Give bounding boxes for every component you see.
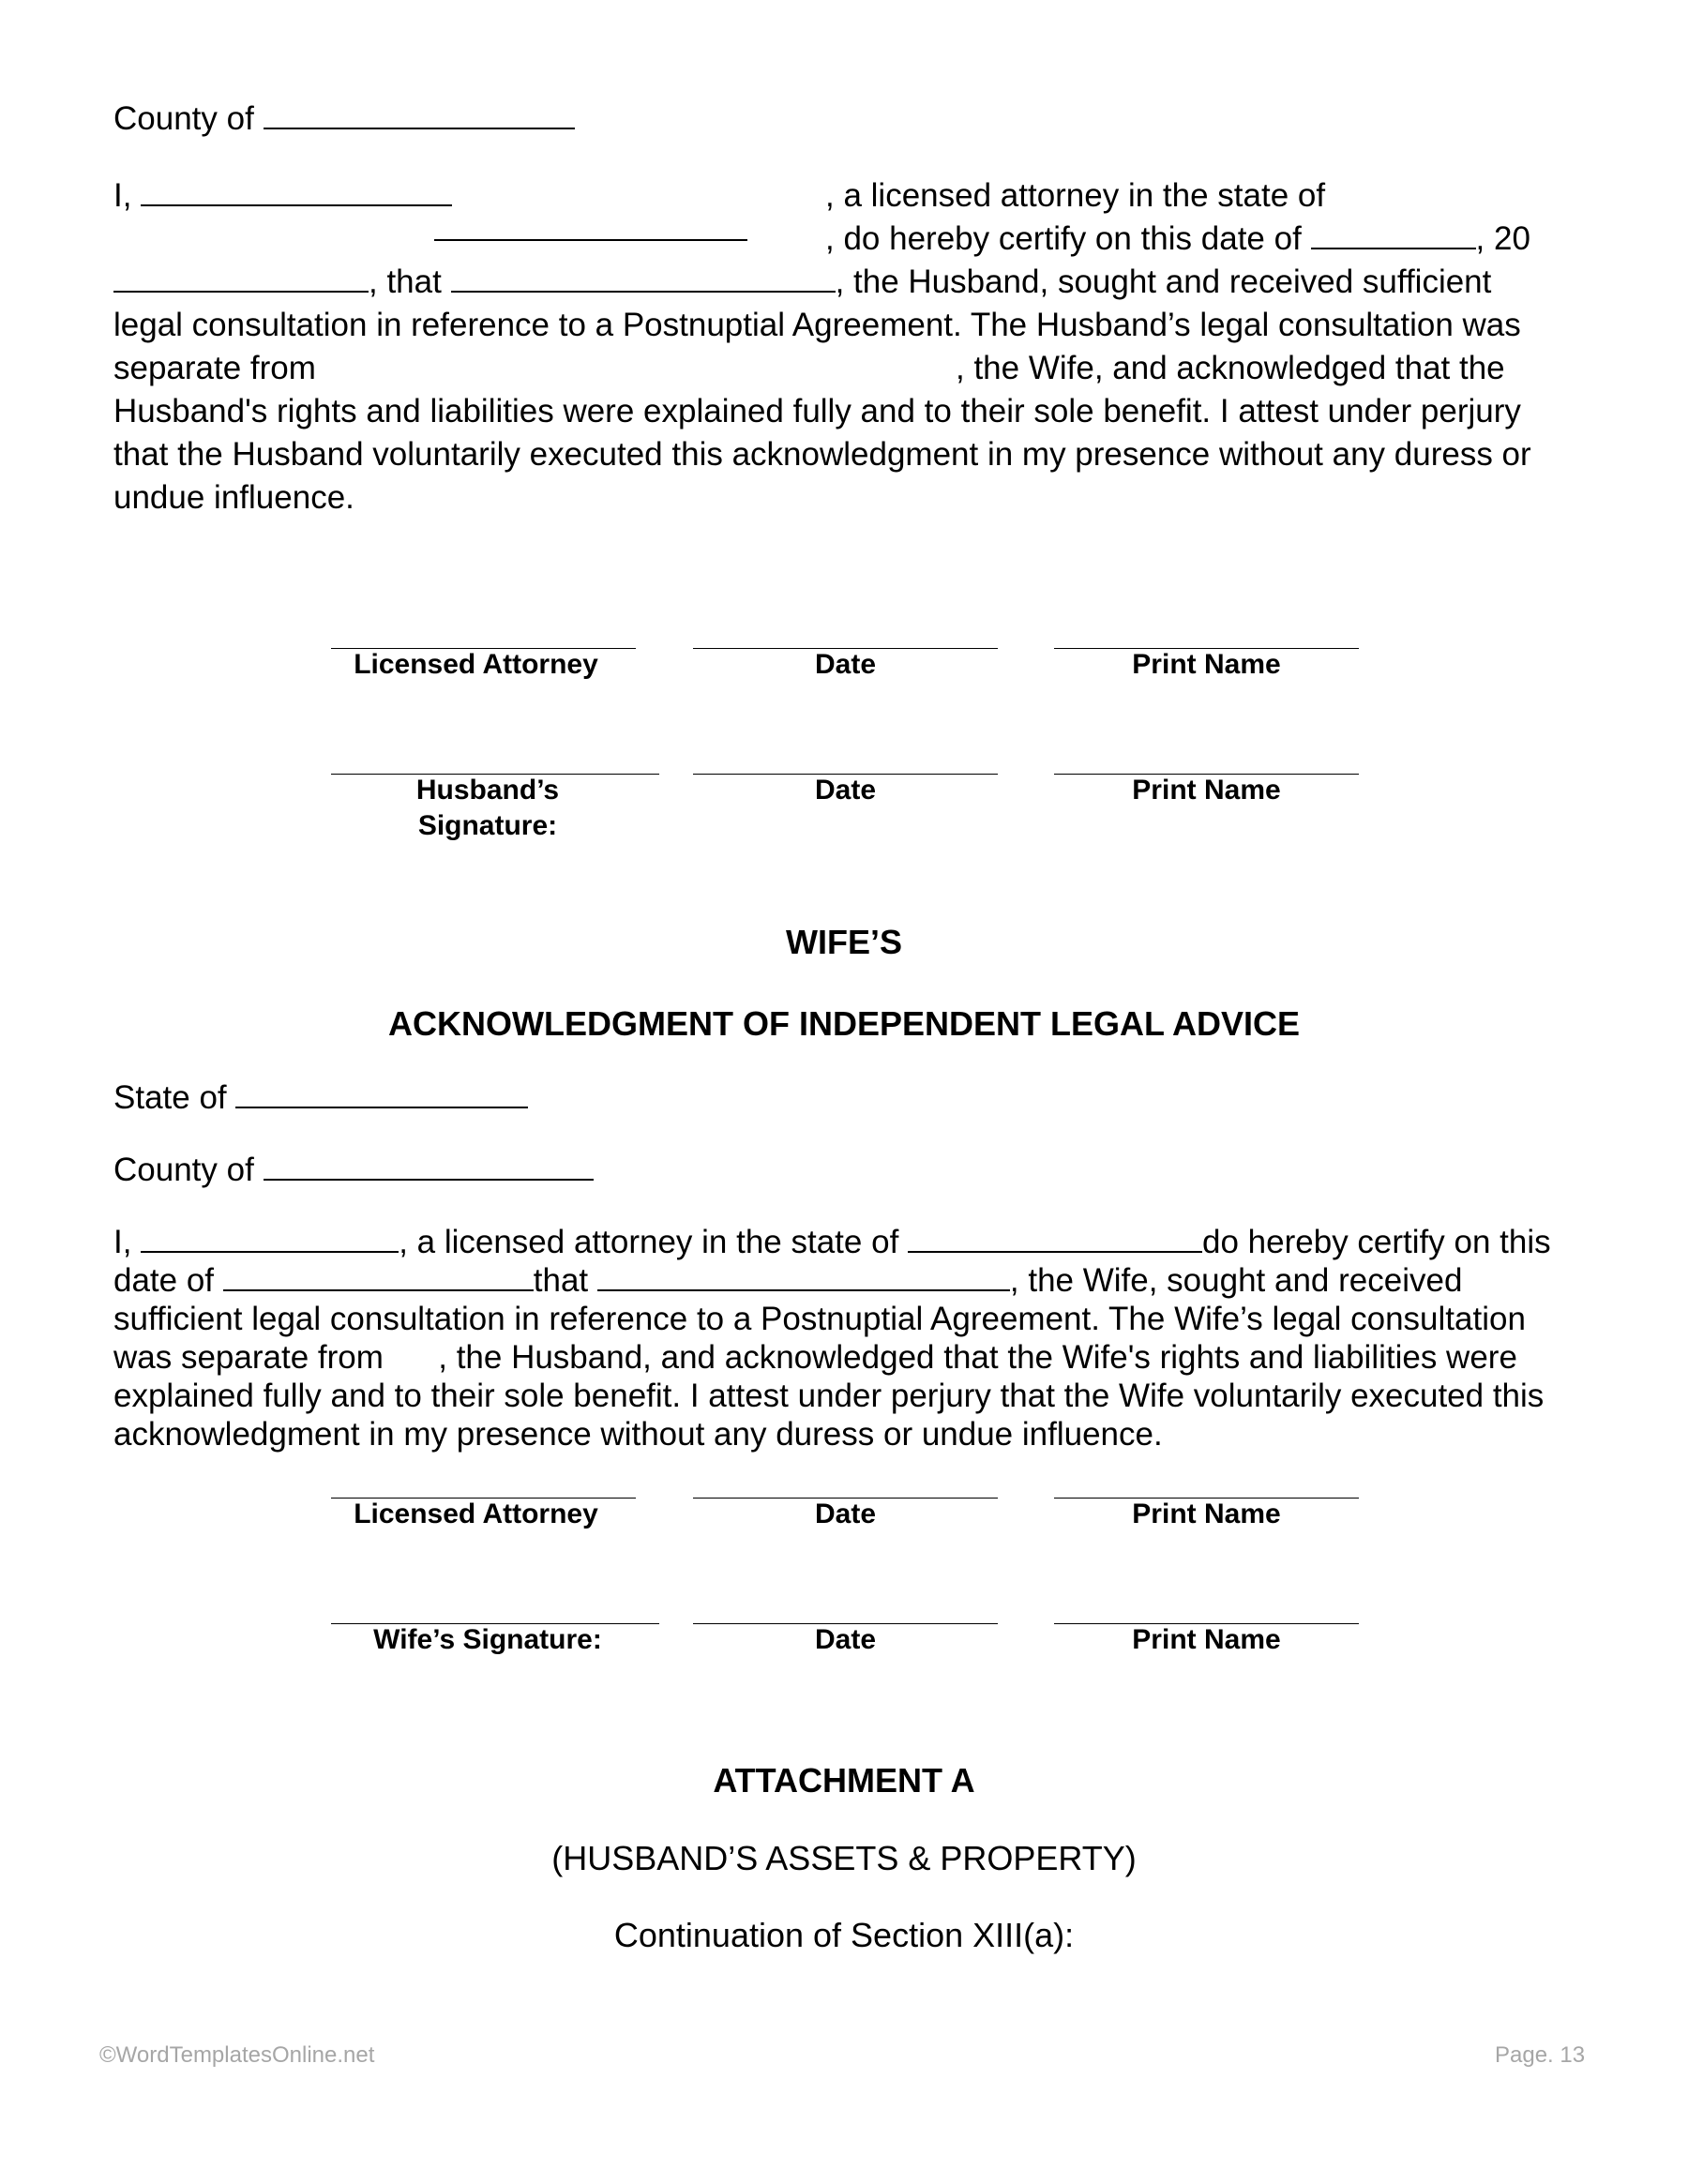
wife-cert-2a: date of — [113, 1262, 215, 1299]
cert-line-5-b: , the Wife, and acknowledged that the — [956, 350, 1505, 386]
wife-county-line — [113, 1149, 594, 1192]
date-label: Date — [814, 649, 877, 680]
licensed-attorney-label: Licensed Attorney — [354, 649, 598, 680]
year-blank[interactable] — [113, 263, 369, 293]
wife-attorney-print-label: Print Name — [1132, 1499, 1281, 1529]
county-blank[interactable] — [264, 99, 575, 129]
footer-page-number: Page. 13 — [1495, 2042, 1586, 2068]
wife-cert-1b: , a licensed attorney in the state of — [399, 1224, 899, 1260]
cert-text-i: I, — [113, 177, 132, 214]
wife-cert-line-6: acknowledgment in my presence without any duress or undue influence. — [113, 1416, 1163, 1453]
wife-cert-line-5: explained fully and to their sole benefit. I attest under perjury that the Wife voluntarily executed this — [113, 1378, 1545, 1414]
cert-year-text: , 20 — [1475, 220, 1530, 257]
cert-line-1-end: , a licensed attorney in the state of — [825, 177, 1326, 214]
county-line — [113, 98, 575, 141]
wife-cert-1a: I, — [113, 1224, 132, 1260]
attorney-name-blank[interactable] — [141, 176, 452, 206]
wife-cert-2c: , the Wife, sought and received — [1009, 1262, 1463, 1299]
husband-signature-label-2: Signature: — [417, 810, 558, 841]
wife-cert-line-3: sufficient legal consultation in reference to a Postnuptial Agreement. The Wife’s legal consultation — [113, 1301, 1526, 1337]
cert-line-4: legal consultation in reference to a Postnuptial Agreement. The Husband’s legal consultation was — [113, 307, 1521, 343]
cert-line-3-a: , that — [369, 264, 442, 300]
county-label: County of — [113, 100, 254, 137]
wife-heading-1: WIFE’S — [786, 923, 902, 961]
print-name-label: Print Name — [1132, 649, 1281, 680]
wife-cert-line-1 — [113, 1221, 1551, 1264]
attachment-continuation: Continuation of Section XIII(a): — [613, 1916, 1075, 1954]
wife-state-label: State of — [113, 1079, 227, 1116]
wife-attorney-state-blank[interactable] — [908, 1223, 1202, 1253]
footer-copyright: ©WordTemplatesOnline.net — [99, 2042, 375, 2068]
husband-name-blank[interactable] — [451, 263, 836, 293]
cert-line-7: that the Husband voluntarily executed this acknowledgment in my presence without any duress or — [113, 436, 1531, 473]
wife-cert-line-2 — [113, 1259, 1462, 1303]
wife-signature-label: Wife’s Signature: — [373, 1624, 602, 1655]
wife-cert-1c: do hereby certify on this — [1202, 1224, 1551, 1260]
wife-heading-2: ACKNOWLEDGMENT OF INDEPENDENT LEGAL ADVICE — [387, 1004, 1301, 1043]
wife-name-blank[interactable] — [597, 1261, 1010, 1291]
cert-line-3-b: , the Husband, sought and received sufficient — [835, 264, 1492, 300]
cert-line-2-text: , do hereby certify on this date of — [825, 220, 1302, 257]
attachment-title: ATTACHMENT A — [713, 1761, 975, 1800]
state-blank[interactable] — [434, 239, 747, 241]
wife-state-line — [113, 1077, 528, 1120]
cert-line-6: Husband's rights and liabilities were explained fully and to their sole benefit. I attest under perjury — [113, 393, 1521, 429]
wife-county-label: County of — [113, 1152, 254, 1188]
wife-attorney-date-label: Date — [814, 1499, 877, 1529]
cert-line-1-start — [113, 174, 452, 218]
attachment-subtitle: (HUSBAND’S ASSETS & PROPERTY) — [551, 1839, 1137, 1877]
cert-line-3 — [113, 261, 1491, 304]
wife-print-name-label: Print Name — [1132, 1624, 1281, 1655]
wife-state-blank[interactable] — [235, 1078, 528, 1108]
wife-licensed-attorney-label: Licensed Attorney — [354, 1499, 598, 1529]
wife-cert-2b: that — [533, 1262, 589, 1299]
wife-date-blank[interactable] — [223, 1261, 534, 1291]
cert-line-5-a: separate from — [113, 350, 316, 386]
husband-signature-label-1: Husband’s — [415, 775, 560, 806]
wife-attorney-blank[interactable] — [141, 1223, 399, 1253]
wife-date-label: Date — [814, 1624, 877, 1655]
husband-print-name-label: Print Name — [1132, 775, 1281, 806]
cert-line-2 — [825, 218, 1530, 261]
certify-date-blank[interactable] — [1311, 219, 1476, 249]
wife-cert-line-4: was separate from , the Husband, and acknowledged that the Wife's rights and liabilities were — [113, 1339, 1517, 1376]
wife-county-blank[interactable] — [264, 1151, 594, 1181]
cert-line-8: undue influence. — [113, 479, 354, 516]
husband-date-label: Date — [814, 775, 877, 806]
